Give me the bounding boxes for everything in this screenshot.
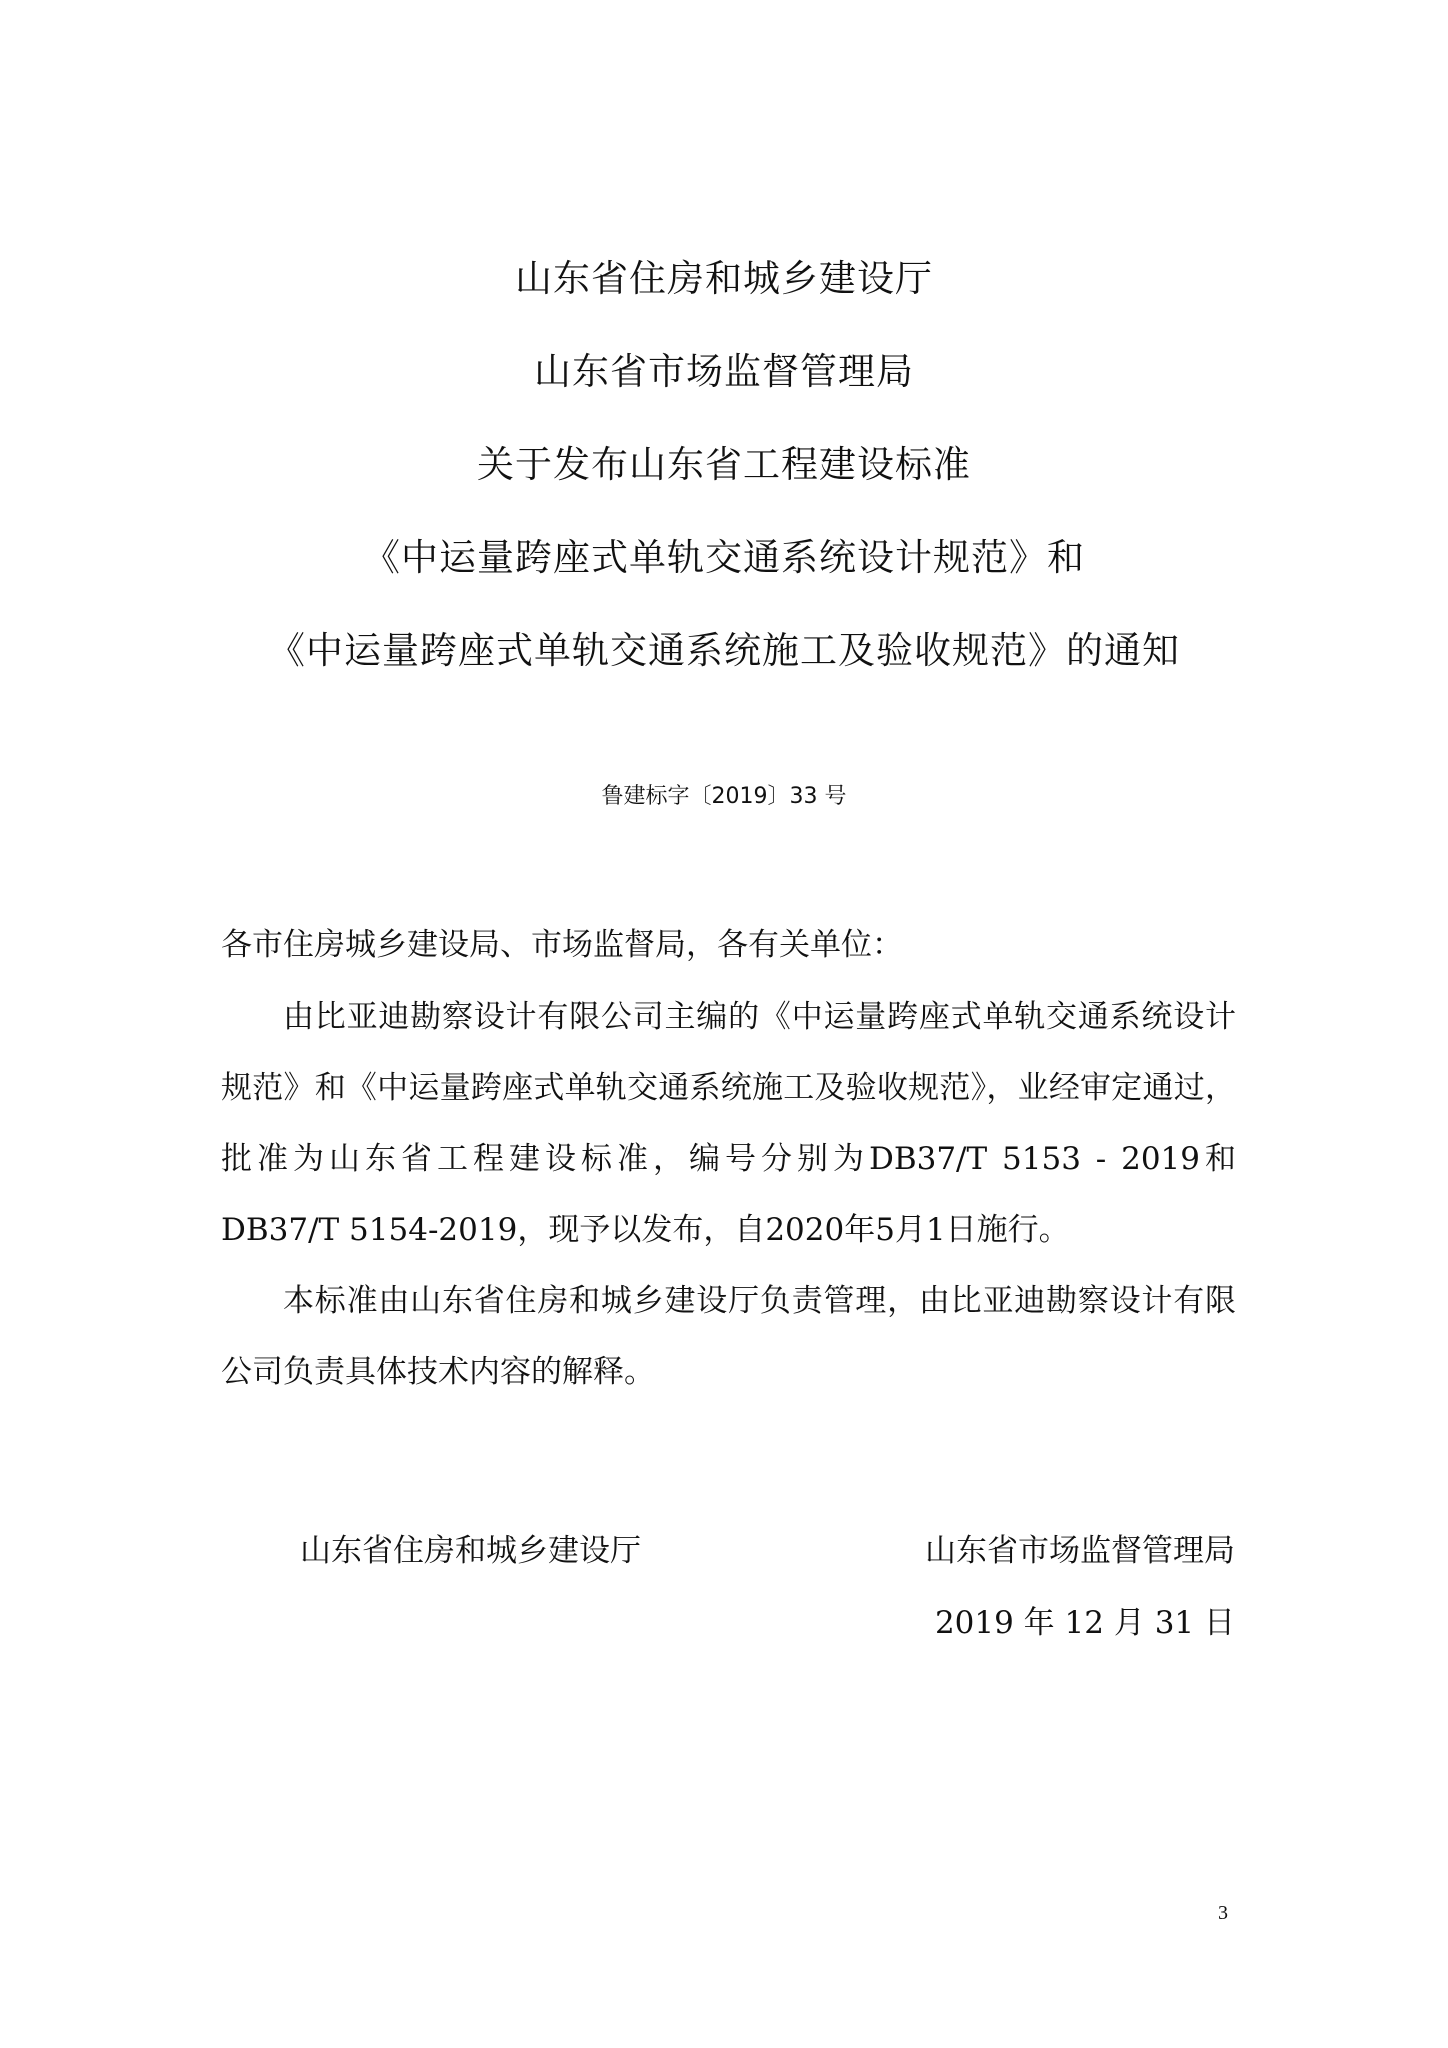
document-number: 鲁建标字〔2019〕33 号 [601, 784, 847, 809]
title-line-issuer-2: 山东省市场监督管理局 [534, 350, 914, 393]
signature-issuer-left: 山东省住房和城乡建设厅 [300, 1533, 641, 1569]
addressee: 各市住房城乡建设局、市场监督局，各有关单位： [221, 927, 903, 963]
document-title [0, 232, 1448, 697]
title-line-standard-1: 《中运量跨座式单轨交通系统设计规范》和 [363, 536, 1085, 579]
title-line-subject: 关于发布山东省工程建设标准 [477, 443, 971, 486]
page-number: 3 [1218, 1902, 1228, 1924]
signature-date: 2019 年 12 月 31 日 [934, 1605, 1235, 1641]
title-line-issuer-1: 山东省住房和城乡建设厅 [515, 257, 933, 300]
body-paragraph-2: 本标准由山东省住房和城乡建设厅负责管理，由比亚迪勘察设计有限公司负责具体技术内容的解释。 [221, 1283, 1236, 1390]
body-paragraph-1: 由比亚迪勘察设计有限公司主编的《中运量跨座式单轨交通系统设计规范》和《中运量跨座式单轨交通系统施工及验收规范》，业经审定通过，批准为山东省工程建设标准，编号分别为DB37/T 5153 - 2019和DB37/T 5154-2019，现予以发布，自2020年5月1日施行。 [221, 999, 1236, 1248]
title-line-standard-2: 《中运量跨座式单轨交通系统施工及验收规范》的通知 [268, 629, 1180, 672]
signature-issuer-right: 山东省市场监督管理局 [925, 1533, 1235, 1569]
